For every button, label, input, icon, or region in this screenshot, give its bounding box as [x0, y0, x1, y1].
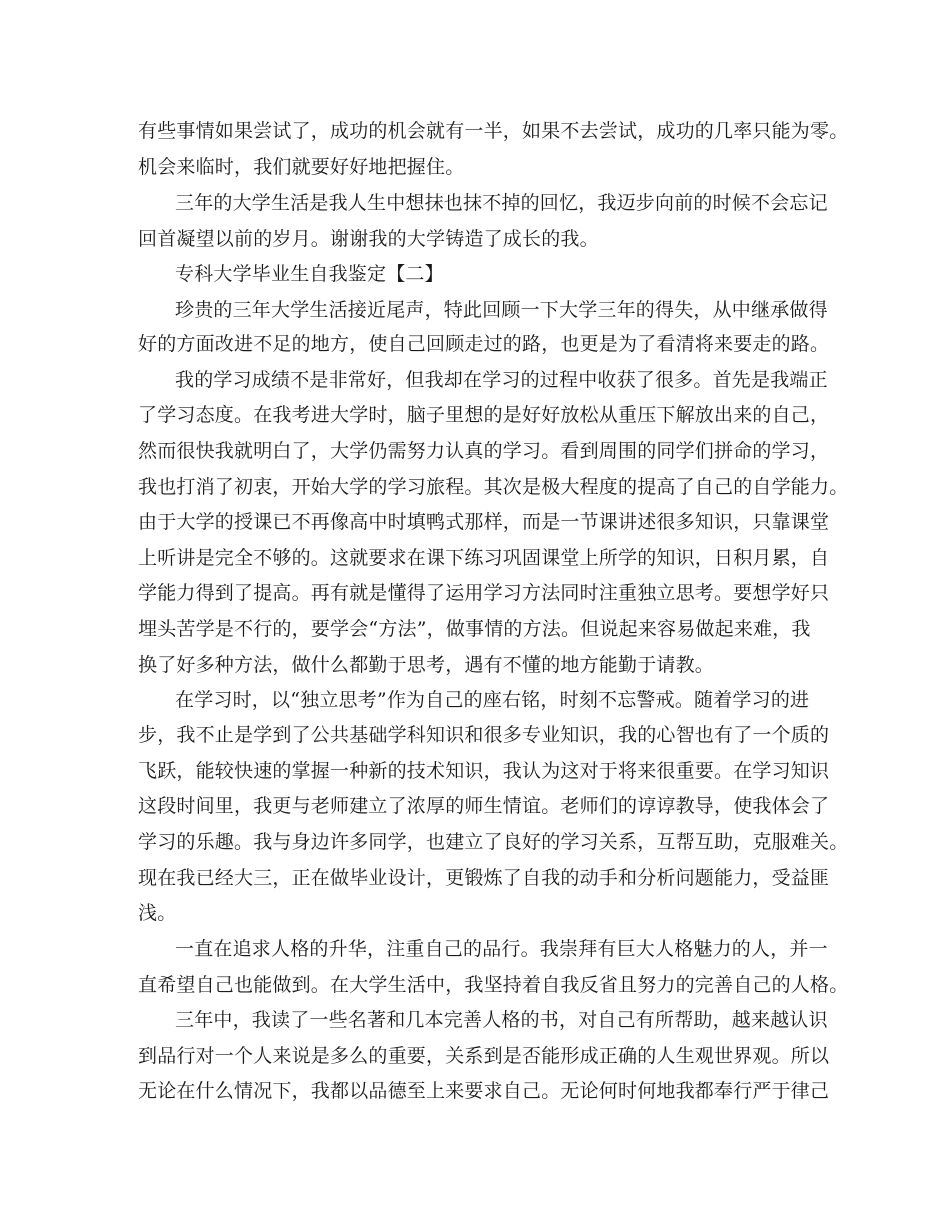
- text-line: 由于大学的授课已不再像高中时填鸭式那样，而是一节课讲述很多知识，只靠课堂: [138, 511, 830, 533]
- text-line: 埋头苦学是不行的，要学会“方法”，做事情的方法。但说起来容易做起来难，我: [138, 618, 811, 640]
- text-line: 学习的乐趣。我与身边许多同学，也建立了良好的学习关系，互帮互助，克服难关。: [138, 831, 849, 853]
- text-line: 飞跃，能较快速的掌握一种新的技术知识，我认为这对于将来很重要。在学习知识: [138, 760, 830, 782]
- text-line: 我的学习成绩不是非常好，但我却在学习的过程中收获了很多。首先是我端正: [175, 369, 828, 391]
- text-line: 有些事情如果尝试了，成功的机会就有一半，如果不去尝试，成功的几率只能为零。: [138, 120, 849, 142]
- text-line: 浅。: [138, 902, 177, 924]
- text-line: 学能力得到了提高。再有就是懂得了运用学习方法同时注重独立思考。要想学好只: [138, 582, 830, 604]
- text-line: 三年的大学生活是我人生中想抹也抹不掉的回忆，我迈步向前的时候不会忘记: [175, 192, 828, 214]
- text-line: 步，我不止是学到了公共基础学科知识和很多专业知识，我的心智也有了一个质的: [138, 724, 830, 746]
- text-line: 了学习态度。在我考进大学时，脑子里想的是好好放松从重压下解放出来的自己，: [138, 404, 830, 426]
- text-line: 回首凝望以前的岁月。谢谢我的大学铸造了成长的我。: [138, 228, 599, 250]
- text-line: 我也打消了初衷，开始大学的学习旅程。其次是极大程度的提高了自己的自学能力。: [138, 476, 849, 498]
- text-line: 现在我已经大三，正在做毕业设计，更锻炼了自我的动手和分析问题能力，受益匪: [138, 867, 830, 889]
- text-line: 到品行对一个人来说是多么的重要，关系到是否能形成正确的人生观世界观。所以: [138, 1045, 830, 1067]
- text-line: 这段时间里，我更与老师建立了浓厚的师生情谊。老师们的谆谆教导，使我体会了: [138, 795, 830, 817]
- text-line: 在学习时，以“独立思考”作为自己的座右铭，时刻不忘警戒。随着学习的进: [175, 689, 810, 711]
- text-line: 直希望自己也能做到。在大学生活中，我坚持着自我反省且努力的完善自己的人格。: [138, 974, 849, 996]
- text-line: 上听讲是完全不够的。这就要求在课下练习巩固课堂上所学的知识，日积月累，自: [138, 547, 830, 569]
- text-line: 然而很快我就明白了，大学仍需努力认真的学习。看到周围的同学们拼命的学习，: [138, 440, 830, 462]
- text-line: 三年中，我读了一些名著和几本完善人格的书，对自己有所帮助，越来越认识: [175, 1009, 828, 1031]
- section-heading: 专科大学毕业生自我鉴定【二】: [175, 263, 444, 285]
- text-line: 一直在追求人格的升华，注重自己的品行。我崇拜有巨大人格魅力的人，并一: [175, 938, 828, 960]
- text-line: 无论在什么情况下，我都以品德至上来要求自己。无论何时何地我都奉行严于律己: [138, 1080, 830, 1102]
- text-line: 珍贵的三年大学生活接近尾声，特此回顾一下大学三年的得失，从中继承做得: [175, 299, 828, 321]
- text-line: 换了好多种方法，做什么都勤于思考，遇有不懂的地方能勤于请教。: [138, 654, 715, 676]
- text-line: 好的方面改进不足的地方，使自己回顾走过的路，也更是为了看清将来要走的路。: [138, 333, 830, 355]
- text-line: 机会来临时，我们就要好好地把握住。: [138, 156, 465, 178]
